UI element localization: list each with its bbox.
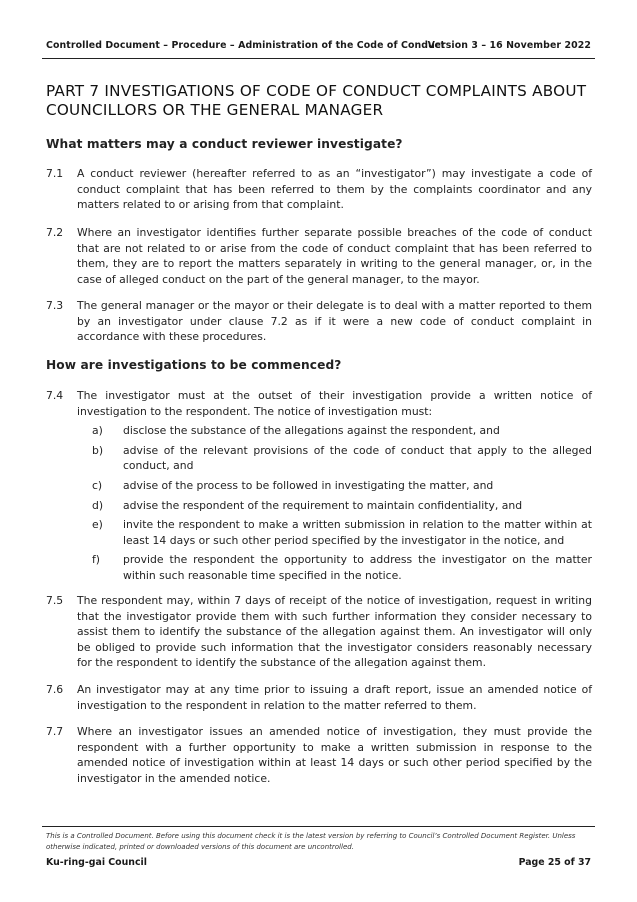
header-document-title: Controlled Document – Procedure – Administration of the Code of Conduct	[46, 40, 446, 51]
part-title: PART 7 INVESTIGATIONS OF CODE OF CONDUCT COMPLAINTS ABOUT COUNCILLORS OR THE GENERAL MANAGER	[46, 82, 587, 119]
clause-7-6	[46, 682, 592, 713]
clause-text: The respondent may, within 7 days of receipt of the notice of investigation, request in writing that the investigator provide them with such further information they consider necessary to assist them to identify the substance of the allegation against them. An investigator will only be obliged to provide such information that the investigator considers reasonably necessary for the respondent to identify the substance of the allegation against them.	[77, 594, 592, 670]
clause-number: 7.1	[46, 167, 64, 180]
header-divider	[42, 58, 595, 59]
list-item-text: advise the respondent of the requirement to maintain confidentiality, and	[123, 498, 523, 512]
clause-7-3	[46, 298, 592, 345]
controlled-document-notice: This is a Controlled Document. Before using this document check it is the latest version by referring to Council’s Controlled Document Register. Unless otherwise indicated, printed or downloaded versions of this document are uncontrolled.	[46, 832, 576, 851]
list-item-text: disclose the substance of the allegations against the respondent, and	[123, 424, 500, 438]
clause-7-4	[46, 388, 592, 588]
clause-text: Where an investigator identifies further separate possible breaches of the code of conduct that are not related to or arise from the code of conduct complaint that has been referred to them, they are to report the matters separately in writing to the general manager, or, in the case of alleged conduct on the part of the general manager, to the mayor.	[77, 226, 592, 286]
list-item-letter: c)	[92, 478, 103, 492]
clause-text: The general manager or the mayor or their delegate is to deal with a matter reported to them by an investigator under clause 7.2 as if it were a new code of conduct complaint in accordance with these procedures.	[77, 299, 592, 344]
list-item-letter: e)	[92, 518, 103, 532]
page-header	[46, 40, 591, 56]
notice-requirements-list	[92, 423, 592, 583]
list-item	[92, 552, 592, 583]
list-item-text: provide the respondent the opportunity to address the investigator on the matter within such reasonable time specified in the notice.	[123, 553, 592, 582]
clause-number: 7.6	[46, 683, 64, 696]
list-item	[92, 478, 592, 494]
clause-number: 7.4	[46, 389, 64, 402]
clause-7-5	[46, 593, 592, 671]
list-item-text: invite the respondent to make a written submission in relation to the matter within at least 14 days or such other period specified by the investigator in the notice, and	[123, 518, 592, 547]
clause-text: An investigator may at any time prior to issuing a draft report, issue an amended notice of investigation to the respondent in relation to the matter referred to them.	[77, 683, 592, 712]
clause-number: 7.5	[46, 594, 64, 607]
list-item-text: advise of the relevant provisions of the code of conduct that apply to the alleged conduct, and	[123, 443, 592, 473]
footer-organisation: Ku-ring-gai Council	[46, 857, 147, 868]
list-item-letter: b)	[92, 443, 104, 457]
section-heading-matters: What matters may a conduct reviewer investigate?	[46, 137, 403, 151]
list-item	[92, 443, 592, 474]
list-item-letter: a)	[92, 424, 103, 438]
clause-text: The investigator must at the outset of their investigation provide a written notice of investigation to the respondent. The notice of investigation must:	[77, 389, 592, 418]
clause-text: Where an investigator issues an amended notice of investigation, they must provide the respondent with a further opportunity to make a written submission in response to the amended notice of investigation within at least 14 days or such other period specified by the investigator in the amended notice.	[77, 725, 592, 785]
clause-7-1	[46, 166, 592, 213]
clause-number: 7.2	[46, 226, 64, 239]
clause-number: 7.7	[46, 725, 64, 738]
clause-7-7	[46, 724, 592, 786]
list-item	[92, 517, 592, 548]
list-item-letter: f)	[92, 553, 101, 567]
clause-7-2	[46, 225, 592, 287]
section-heading-commenced: How are investigations to be commenced?	[46, 358, 342, 372]
clause-text: A conduct reviewer (hereafter referred to as an “investigator”) may investigate a code of conduct complaint that has been referred to them by the complaints coordinator and any matters related to or arising from that complaint.	[77, 167, 592, 212]
list-item	[92, 423, 592, 439]
list-item	[92, 498, 592, 514]
list-item-letter: d)	[92, 498, 104, 512]
page-number: Page 25 of 37	[518, 857, 591, 868]
list-item-text: advise of the process to be followed in investigating the matter, and	[123, 478, 494, 492]
clause-number: 7.3	[46, 299, 64, 312]
header-version: Version 3 – 16 November 2022	[427, 40, 591, 51]
footer-divider	[42, 826, 595, 827]
